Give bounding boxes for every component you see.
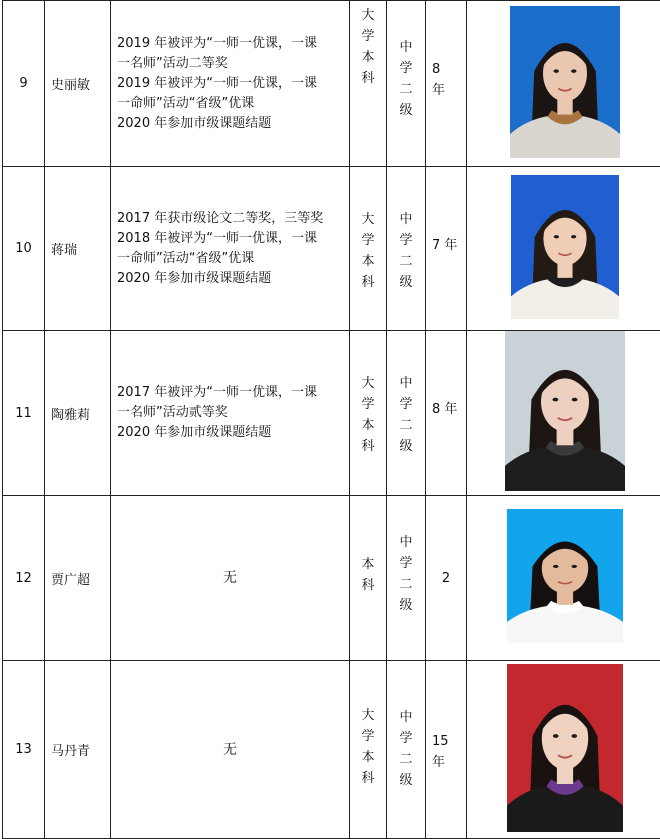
vertical-char: 学 — [361, 726, 374, 747]
row-number: 13 — [3, 661, 45, 839]
years-text: 15 — [432, 731, 466, 752]
vertical-char: 学 — [399, 553, 412, 574]
award-line: 2017 年获市级论文二等奖，三等奖 — [117, 209, 343, 229]
award-line: 一命师”活动“省级”优课 — [117, 249, 343, 269]
teacher-portrait-photo — [505, 331, 625, 491]
teacher-portrait-photo — [507, 509, 623, 643]
award-line: 一命师”活动“省级”优课 — [117, 94, 343, 114]
teacher-name: 蒋瑞 — [45, 167, 111, 331]
award-line: 2017 年被评为“一师一优课，一课 — [117, 383, 343, 403]
table-row — [3, 331, 660, 496]
vertical-char: 本 — [361, 747, 374, 768]
no-awards-text: 无 — [223, 742, 237, 758]
teacher-portrait-photo — [510, 6, 620, 158]
vertical-char: 学 — [361, 230, 374, 251]
vertical-char: 学 — [399, 394, 412, 415]
vertical-char: 级 — [399, 436, 412, 457]
vertical-char: 中 — [399, 209, 412, 230]
title-cell — [387, 331, 426, 496]
education-cell — [350, 331, 387, 496]
vertical-char: 二 — [399, 749, 412, 770]
vertical-char: 学 — [361, 26, 374, 47]
award-line: 2020 年参加市级课题结题 — [117, 269, 343, 289]
teacher-name: 贾广超 — [45, 496, 111, 661]
award-line: 2020 年参加市级课题结题 — [117, 114, 343, 134]
years-text: 7 年 — [432, 235, 466, 256]
award-line: 2018 年被评为“一师一优课，一课 — [117, 229, 343, 249]
vertical-char: 科 — [361, 68, 374, 89]
education-cell — [350, 167, 387, 331]
award-line: 2019 年被评为“一师一优课，一课 — [117, 74, 343, 94]
photo-cell — [467, 331, 660, 496]
row-number: 11 — [3, 331, 45, 496]
vertical-char: 本 — [361, 415, 374, 436]
vertical-char: 学 — [361, 394, 374, 415]
row-number: 9 — [3, 1, 45, 167]
award-line: 一名师”活动贰等奖 — [117, 403, 343, 423]
vertical-char: 学 — [399, 728, 412, 749]
award-line: 一名师”活动二等奖 — [117, 54, 343, 74]
years-text: 年 — [432, 752, 466, 773]
years-cell — [426, 496, 467, 661]
vertical-char: 科 — [361, 436, 374, 457]
row-number: 10 — [3, 167, 45, 331]
teacher-name: 马丹青 — [45, 661, 111, 839]
education-cell — [350, 661, 387, 839]
vertical-char: 级 — [399, 272, 412, 293]
teacher-portrait-photo — [511, 175, 619, 319]
table-row — [3, 167, 660, 331]
vertical-char: 大 — [361, 5, 374, 26]
row-number: 12 — [3, 496, 45, 661]
vertical-char: 级 — [399, 770, 412, 791]
years-cell — [426, 331, 467, 496]
years-text: 年 — [432, 80, 466, 101]
photo-cell — [467, 496, 660, 661]
awards-cell — [111, 496, 350, 661]
awards-cell — [111, 661, 350, 839]
years-text: 2 — [426, 568, 466, 589]
vertical-char: 大 — [361, 373, 374, 394]
vertical-char: 级 — [399, 100, 412, 121]
vertical-char: 二 — [399, 415, 412, 436]
awards-cell — [111, 331, 350, 496]
table-row — [3, 661, 660, 839]
vertical-char: 科 — [361, 272, 374, 293]
teacher-roster-table — [2, 0, 660, 839]
vertical-char: 中 — [399, 373, 412, 394]
table-row — [3, 496, 660, 661]
teacher-name: 史丽敏 — [45, 1, 111, 167]
teacher-name: 陶雅莉 — [45, 331, 111, 496]
no-awards-text: 无 — [223, 570, 237, 586]
vertical-char: 本 — [361, 251, 374, 272]
years-text: 8 — [432, 59, 466, 80]
vertical-char: 二 — [399, 574, 412, 595]
vertical-char: 级 — [399, 595, 412, 616]
award-line: 2019 年被评为“一师一优课，一课 — [117, 34, 343, 54]
title-cell — [387, 167, 426, 331]
years-cell — [426, 661, 467, 839]
vertical-char: 本 — [361, 554, 374, 575]
table-row — [3, 1, 660, 167]
vertical-char: 大 — [361, 209, 374, 230]
education-cell — [350, 496, 387, 661]
vertical-char: 中 — [399, 37, 412, 58]
title-cell — [387, 496, 426, 661]
years-cell — [426, 167, 467, 331]
vertical-char: 科 — [361, 575, 374, 596]
vertical-char: 学 — [399, 58, 412, 79]
title-cell — [387, 661, 426, 839]
vertical-char: 学 — [399, 230, 412, 251]
education-cell — [350, 1, 387, 167]
years-cell — [426, 1, 467, 167]
teacher-portrait-photo — [507, 664, 623, 832]
title-cell — [387, 1, 426, 167]
photo-cell — [467, 661, 660, 839]
awards-cell — [111, 1, 350, 167]
vertical-char: 二 — [399, 79, 412, 100]
years-text: 8 年 — [432, 399, 466, 420]
vertical-char: 科 — [361, 768, 374, 789]
awards-cell — [111, 167, 350, 331]
vertical-char: 中 — [399, 707, 412, 728]
vertical-char: 二 — [399, 251, 412, 272]
photo-cell — [467, 1, 660, 167]
vertical-char: 本 — [361, 47, 374, 68]
award-line: 2020 年参加市级课题结题 — [117, 423, 343, 443]
vertical-char: 大 — [361, 705, 374, 726]
vertical-char: 中 — [399, 532, 412, 553]
photo-cell — [467, 167, 660, 331]
